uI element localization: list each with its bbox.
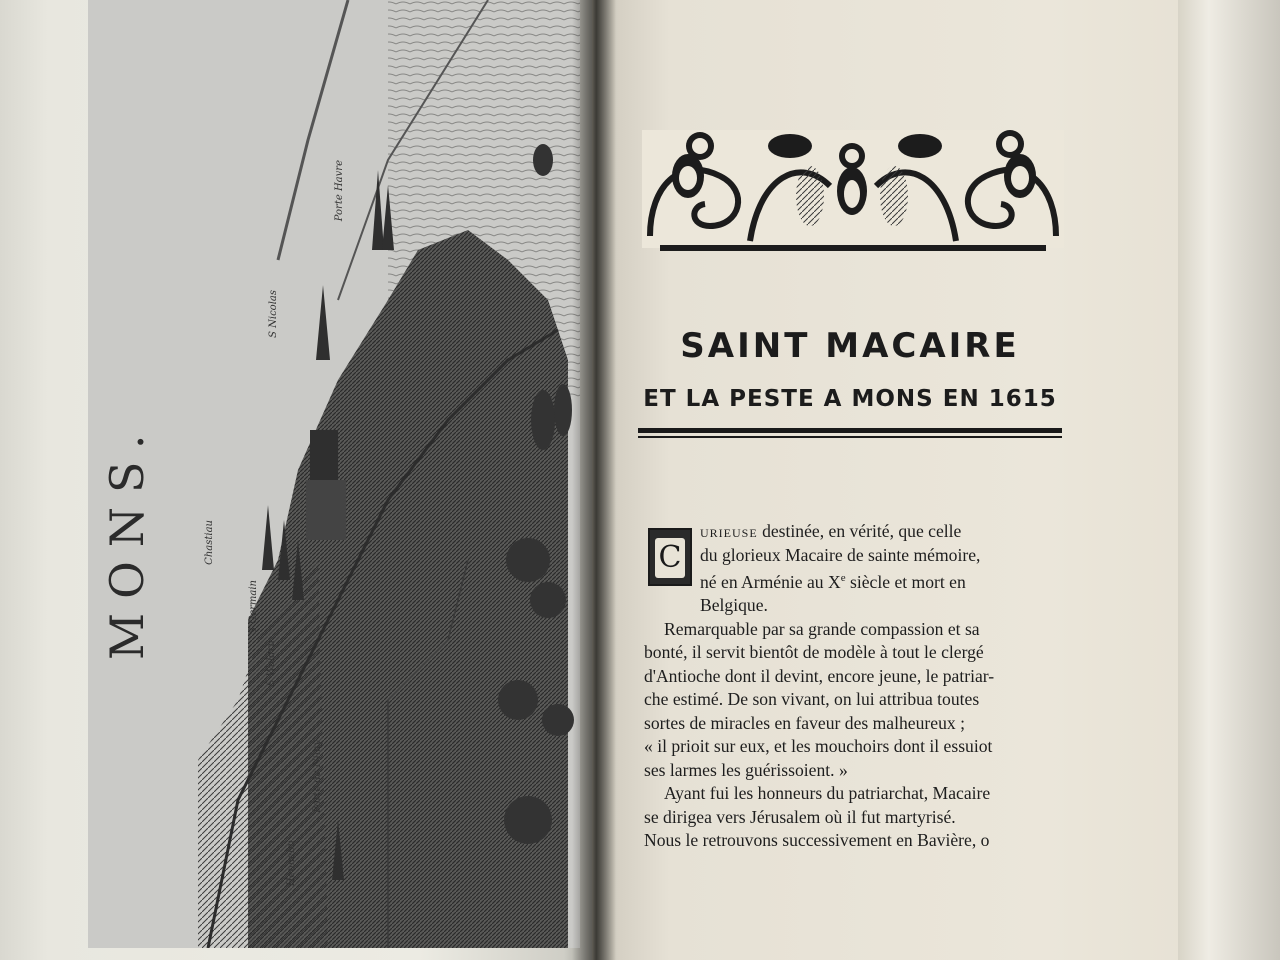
text-line: du glorieux Macaire de sainte mémoire, bbox=[700, 544, 981, 565]
chapter-subtitle: ET LA PESTE A MONS EN 1615 bbox=[643, 386, 1057, 412]
engraving-label: Chastiau bbox=[204, 520, 215, 565]
text-line: urieuse destinée, en vérité, que celle bbox=[700, 521, 962, 541]
text-line: « il prioit sur eux, et les mouchoirs dont il essuiot bbox=[644, 736, 993, 757]
engraving-label: S Nicolas bbox=[268, 290, 279, 338]
text-line: bonté, il servit bientôt de modèle à tout le clergé bbox=[644, 642, 984, 663]
title-rule-thin bbox=[638, 436, 1062, 438]
ornamental-headpiece bbox=[640, 116, 1066, 256]
text-line: Ayant fui les honneurs du patriarchat, Macaire bbox=[664, 783, 991, 804]
plate-title-mons: MONS. bbox=[100, 420, 154, 660]
text-line: se dirigea vers Jérusalem où il fut martyrisé. bbox=[644, 806, 956, 827]
engraving-label: S Waldru bbox=[266, 640, 277, 687]
chapter-title: SAINT MACAIRE bbox=[680, 326, 1020, 366]
paragraph-3 bbox=[644, 782, 1062, 853]
engraving-label: Hennebu bbox=[286, 840, 297, 887]
engraving-label: S Germain bbox=[248, 580, 259, 634]
engraving-label: Porte de Nimy bbox=[312, 740, 323, 813]
text-line: né en Arménie au Xe siècle et mort en bbox=[700, 571, 966, 592]
text-line: Nous le retrouvons successivement en Bavière, o bbox=[644, 830, 990, 851]
dropcap-letter: C bbox=[655, 538, 685, 578]
paragraph-1 bbox=[644, 520, 1062, 618]
book-gutter-shadow bbox=[572, 0, 616, 960]
title-rule-thick bbox=[638, 428, 1062, 433]
text-line: d'Antioche dont il devint, encore jeune, le patriar- bbox=[644, 665, 995, 686]
body-text bbox=[644, 520, 1062, 853]
paragraph-2 bbox=[644, 618, 1062, 783]
cherubs-scroll-ornament bbox=[640, 116, 1066, 256]
engraving-label: Porte Havre bbox=[334, 160, 345, 222]
page-edge-stack bbox=[1178, 0, 1280, 960]
text-line: Remarquable par sa grande compassion et sa bbox=[664, 618, 980, 639]
text-line: Belgique. bbox=[700, 595, 768, 616]
text-line: che estimé. De son vivant, on lui attribua toutes bbox=[644, 689, 980, 710]
text-line: ses larmes les guérissoient. » bbox=[644, 759, 848, 780]
text-line: sortes de miracles en faveur des malheureux ; bbox=[644, 712, 965, 733]
